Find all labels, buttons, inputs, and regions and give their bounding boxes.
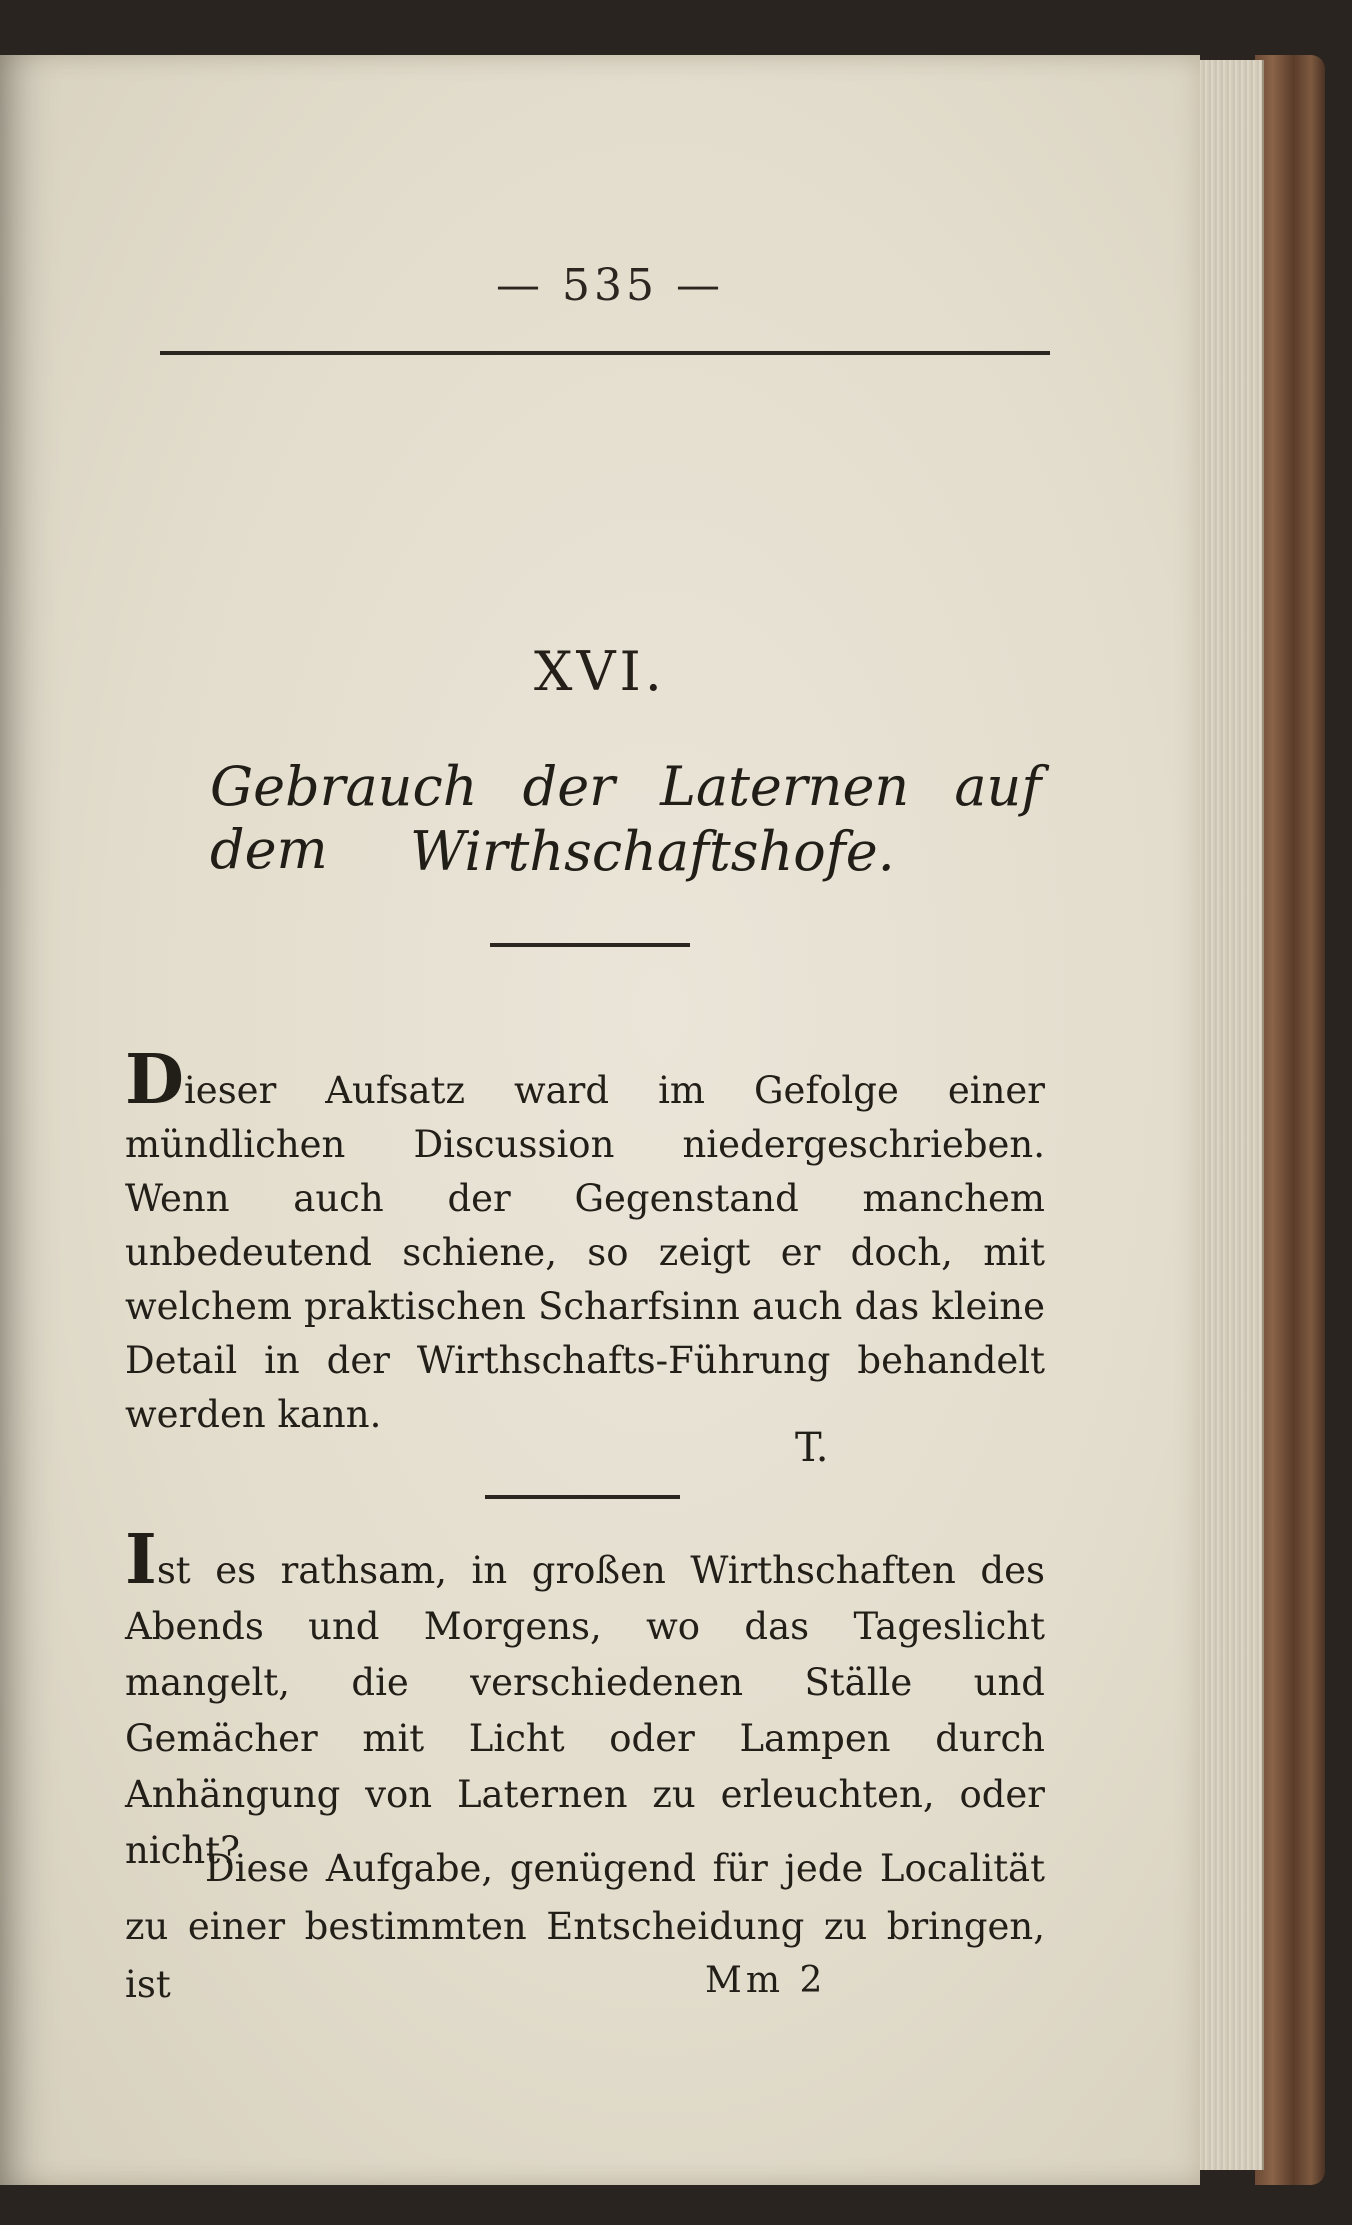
book-cover-edge <box>1255 55 1325 2185</box>
chapter-title-line2: Wirthschaftshofe. <box>410 820 895 883</box>
chapter-number: XVI. <box>534 640 666 703</box>
chapter-title-line1: Gebrauch der Laternen auf dem <box>210 755 1042 881</box>
section-divider <box>485 1495 680 1499</box>
intro-dropcap: D <box>125 1040 184 1120</box>
question-dropcap: I <box>125 1520 157 1600</box>
intro-signature: T. <box>795 1425 829 1471</box>
page-stack <box>1190 60 1264 2170</box>
title-divider <box>490 943 690 947</box>
intro-paragraph <box>125 1040 1045 1442</box>
intro-text: ieser Aufsatz ward im Gefolge einer mündlichen Discussion niedergeschrieben. Wenn auch der Gegenstand manchem unbedeutend schiene, so zeigt er doch, mit welchem praktischen Scharfsinn auch das kleine Detail in der Wirthschafts-Führung behandelt werden kann. <box>125 1069 1045 1436</box>
book-page <box>0 55 1200 2185</box>
header-rule <box>160 351 1050 355</box>
answer-paragraph: Diese Aufgabe, genügend für jede Localität zu einer bestimmten Entscheidung zu bringen, ist <box>125 1847 1045 2006</box>
question-text: st es rathsam, in großen Wirthschaften des Abends und Morgens, wo das Tageslicht mangelt, die verschiedenen Ställe und Gemächer mit Licht oder Lampen durch Anhängung von Laternen zu erleuchten, oder nicht? <box>125 1549 1045 1872</box>
page-number: — 535 — <box>496 260 724 311</box>
question-paragraph <box>125 1520 1045 1879</box>
printer-signature-mark: Mm 2 <box>705 1960 827 2001</box>
